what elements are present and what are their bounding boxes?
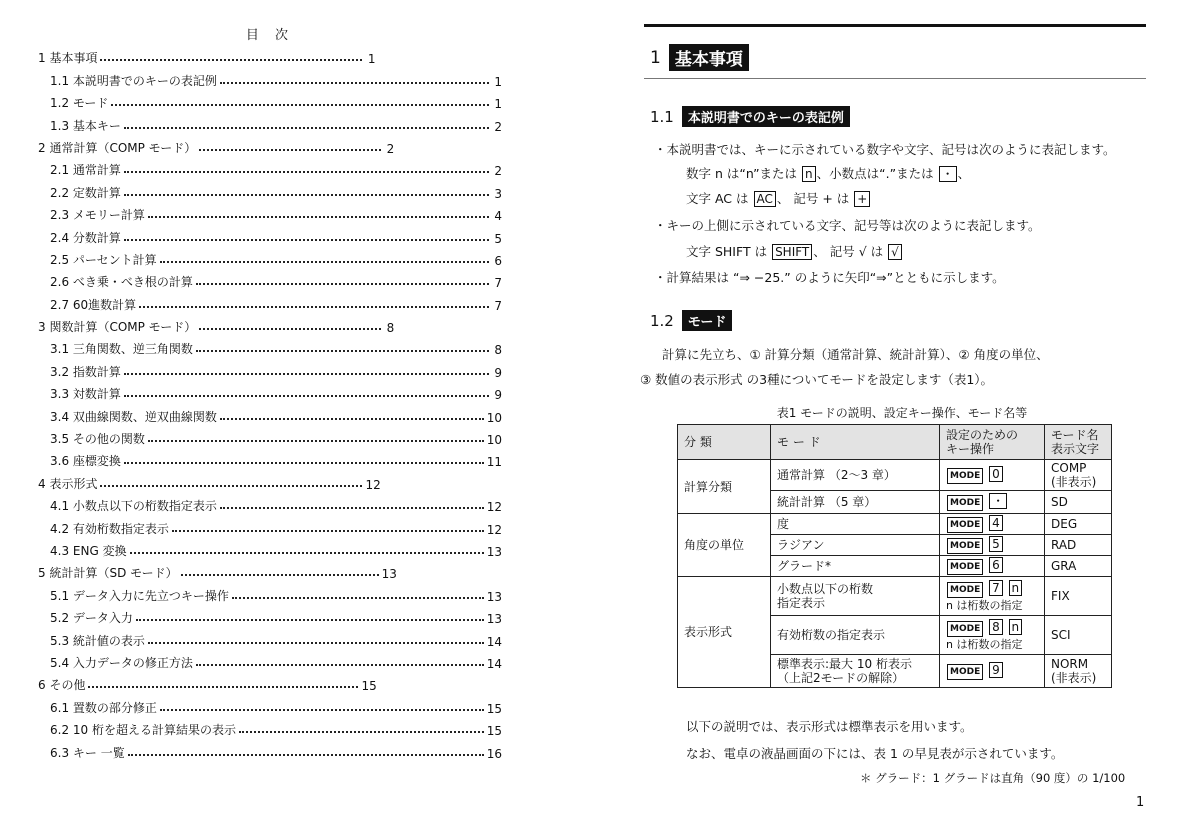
toc-leader <box>124 127 489 129</box>
toc-entry-label: 1.3 基本キー <box>50 118 121 133</box>
toc-entry <box>38 649 502 671</box>
toc-entry-page: 3 <box>494 186 502 201</box>
toc-entry-label: 6.3 キー 一覧 <box>50 745 125 760</box>
toc-entry <box>38 626 502 648</box>
toc-entry <box>38 559 502 581</box>
toc-entry-page: 10 <box>486 433 502 448</box>
toc-leader <box>199 149 381 151</box>
content-page <box>640 0 1186 829</box>
toc-leader <box>111 104 489 106</box>
toc-entry <box>38 44 502 66</box>
heading-rule <box>644 78 1146 79</box>
toc-leader <box>220 82 489 84</box>
toc-entry-page: 6 <box>494 253 502 268</box>
section-title: 本説明書でのキーの表記例 <box>682 106 850 127</box>
toc-leader <box>160 709 484 711</box>
toc-entry-page: 12 <box>486 500 502 515</box>
toc-entry <box>38 604 502 626</box>
toc-entry-page: 15 <box>486 701 502 716</box>
toc-leader <box>220 507 484 509</box>
toc-entry-page: 14 <box>486 634 502 649</box>
toc-entry <box>38 492 502 514</box>
toc-entry <box>38 693 502 715</box>
toc-leader <box>196 283 489 285</box>
toc-entry <box>38 290 502 312</box>
toc-entry-label: 6 その他 <box>38 678 86 693</box>
toc-entry-page: 8 <box>494 343 502 358</box>
toc-leader <box>124 395 489 397</box>
table-caption: 表1 モードの説明、設定キー操作、モード名等 <box>776 406 1028 420</box>
toc-entry-label: 4 表示形式 <box>38 476 98 491</box>
toc-entry <box>38 738 502 760</box>
toc-entry-page: 2 <box>494 119 502 134</box>
footnote: ＊ グラード：1 グラードは直角（90 度）の 1/100 <box>860 771 1126 785</box>
toc-leader <box>239 731 484 733</box>
toc-entry-label: 4.1 小数点以下の桁数指定表示 <box>50 499 217 514</box>
toc-entry-label: 6.1 置数の部分修正 <box>50 700 157 715</box>
notation-line-6: ・計算結果は “⇒ −25.” のように矢印“⇒”とともに示します。 <box>654 270 1005 285</box>
toc-entry <box>38 671 502 693</box>
toc-entry-page: 7 <box>494 276 502 291</box>
toc-entry-page: 12 <box>365 477 381 492</box>
toc-entry <box>38 514 502 536</box>
toc-entry-page: 13 <box>486 612 502 627</box>
toc-leader <box>128 754 484 756</box>
table-row: グラード* MODE 6 GRA <box>678 556 1112 577</box>
toc-entry-label: 2 通常計算（COMP モード） <box>38 140 197 155</box>
toc-entry <box>38 447 502 469</box>
toc-entry <box>38 402 502 424</box>
toc-leader <box>172 530 484 532</box>
toc-entry-page: 10 <box>486 410 502 425</box>
toc-entry <box>38 335 502 357</box>
toc-leader <box>196 664 484 666</box>
toc-entry <box>38 716 502 738</box>
toc-entry-label: 5 統計計算（SD モード） <box>38 566 178 581</box>
toc-entry-label: 2.1 通常計算 <box>50 163 121 178</box>
section-number: 1.2 <box>650 311 674 330</box>
toc-entry-page: 13 <box>381 567 397 582</box>
toc-entry-label: 4.3 ENG 変換 <box>50 543 127 558</box>
toc-entry-page: 9 <box>494 365 502 380</box>
toc-leader <box>139 306 489 308</box>
toc-entry-label: 5.2 データ入力 <box>50 611 133 626</box>
toc-entry-label: 4.2 有効桁数指定表示 <box>50 521 169 536</box>
toc-entry <box>38 313 502 335</box>
section-1-heading <box>650 44 749 71</box>
toc-leader <box>148 216 489 218</box>
notation-line-2: 数字 n は“n”または n 、小数点は“.”または ・ 、 <box>686 166 971 181</box>
toc-entry <box>38 357 502 379</box>
table-row: 角度の単位 度 MODE 4 DEG <box>678 514 1112 535</box>
key-decimal: ・ <box>939 166 957 182</box>
table-row: 標準表示:最大 10 桁表示 （上記2モードの解除） MODE 9 NORM (非表示) <box>678 655 1112 688</box>
toc-leader <box>100 485 362 487</box>
toc-entry-page: 7 <box>494 298 502 313</box>
toc-list <box>38 44 502 761</box>
toc-leader <box>124 171 489 173</box>
toc-entry-label: 5.1 データ入力に先立つキー操作 <box>50 588 229 603</box>
toc-page <box>0 0 520 829</box>
toc-leader <box>220 418 484 420</box>
toc-leader <box>136 619 484 621</box>
toc-entry <box>38 201 502 223</box>
toc-entry-label: 2.6 べき乗・べき根の計算 <box>50 275 193 290</box>
toc-entry-label: 2.7 60進数計算 <box>50 297 137 312</box>
toc-leader <box>181 574 379 576</box>
toc-leader <box>130 552 484 554</box>
toc-entry <box>38 111 502 133</box>
toc-leader <box>100 59 362 61</box>
notation-line-4: ・キーの上側に示されている文字、記号等は次のように表記します。 <box>654 218 1041 233</box>
toc-leader <box>124 194 489 196</box>
mode-paragraph-2: ③ 数値の表示形式 の3種についてモードを設定します（表1）。 <box>640 372 994 387</box>
table-row: 有効桁数の指定表示 MODE 8 n n は桁数の指定 SCI <box>678 616 1112 655</box>
toc-title: 目 次 <box>245 28 295 43</box>
toc-entry-page: 5 <box>494 231 502 246</box>
toc-entry <box>38 380 502 402</box>
toc-leader <box>124 462 484 464</box>
notation-line-3: 文字 AC は AC 、 記号 + は + <box>686 189 871 207</box>
toc-entry <box>38 537 502 559</box>
mode-table <box>677 424 1112 688</box>
table-row: 計算分類 通常計算 （2～3 章） MODE 0 COMP (非表示) <box>678 460 1112 491</box>
toc-entry-page: 4 <box>494 209 502 224</box>
toc-leader <box>199 328 381 330</box>
toc-entry <box>38 178 502 200</box>
toc-entry-page: 11 <box>486 455 502 470</box>
toc-entry-label: 3.2 指数計算 <box>50 364 121 379</box>
toc-entry-label: 5.4 入力データの修正方法 <box>50 655 193 670</box>
toc-leader <box>88 686 358 688</box>
toc-entry-label: 2.4 分数計算 <box>50 230 121 245</box>
after-table-line-2: なお、電卓の液晶画面の下には、表 1 の早見表が示されています。 <box>686 746 1064 761</box>
toc-entry-label: 1.1 本説明書でのキーの表記例 <box>50 73 217 88</box>
table-row: 表示形式 小数点以下の桁数 指定表示 MODE 7 n n は桁数の指定 FIX <box>678 577 1112 616</box>
toc-entry-page: 1 <box>367 52 376 67</box>
toc-entry <box>38 581 502 603</box>
toc-leader <box>232 597 484 599</box>
toc-leader <box>124 373 489 375</box>
toc-entry <box>38 268 502 290</box>
toc-entry <box>38 469 502 491</box>
toc-leader <box>196 350 489 352</box>
toc-entry-label: 6.2 10 桁を超える計算結果の表示 <box>50 723 236 738</box>
header-mode: モ ー ド <box>771 425 940 460</box>
header-mode-name: モード名 表示文字 <box>1045 425 1112 460</box>
toc-entry-label: 1.2 モード <box>50 96 109 111</box>
toc-entry-page: 1 <box>494 97 502 112</box>
toc-entry-label: 3 関数計算（COMP モード） <box>38 320 197 335</box>
toc-entry <box>38 134 502 156</box>
toc-entry <box>38 425 502 447</box>
page-number: 1 <box>1136 795 1145 810</box>
toc-entry <box>38 246 502 268</box>
header-category: 分 類 <box>678 425 771 460</box>
toc-entry-page: 8 <box>386 321 395 336</box>
toc-entry-page: 15 <box>486 724 502 739</box>
notation-line-5: 文字 SHIFT は SHIFT 、 記号 √ は √ <box>686 242 903 260</box>
header-key-operation: 設定のための キー操作 <box>940 425 1045 460</box>
toc-entry-page: 9 <box>494 388 502 403</box>
table-row: ラジアン MODE 5 RAD <box>678 535 1112 556</box>
toc-entry <box>38 223 502 245</box>
toc-entry-label: 3.6 座標変換 <box>50 454 121 469</box>
section-title: モード <box>682 310 732 331</box>
toc-entry-page: 13 <box>486 544 502 559</box>
toc-entry-page: 1 <box>494 74 502 89</box>
key-ac: AC <box>754 191 776 207</box>
category-cell: 計算分類 <box>678 460 771 514</box>
toc-leader <box>124 239 489 241</box>
toc-leader <box>148 440 484 442</box>
section-number: 1 <box>650 47 661 68</box>
table-row: 統計計算 （5 章） MODE ・ SD <box>678 491 1112 514</box>
section-number: 1.1 <box>650 107 674 126</box>
key-shift: SHIFT <box>772 244 812 260</box>
toc-entry-label: 3.1 三角関数、逆三角関数 <box>50 342 193 357</box>
toc-entry-label: 3.4 双曲線関数、逆双曲線関数 <box>50 409 217 424</box>
notation-line-1: ・本説明書では、キーに示されている数字や文字、記号は次のように表記します。 <box>654 142 1116 157</box>
toc-entry-page: 13 <box>486 589 502 604</box>
toc-entry-page: 2 <box>386 141 395 156</box>
section-1-1-heading <box>650 106 850 127</box>
toc-entry-label: 2.2 定数計算 <box>50 185 121 200</box>
key-sqrt: √ <box>888 244 902 260</box>
category-cell: 表示形式 <box>678 577 771 688</box>
section-1-2-heading <box>650 310 732 331</box>
key-n: n <box>802 166 816 182</box>
toc-leader <box>148 642 484 644</box>
toc-entry-page: 14 <box>486 656 502 671</box>
top-rule <box>644 24 1146 27</box>
table-header-row <box>678 425 1112 460</box>
after-table-line-1: 以下の説明では、表示形式は標準表示を用います。 <box>686 719 973 734</box>
toc-entry <box>38 66 502 88</box>
toc-entry-page: 12 <box>486 522 502 537</box>
toc-entry-label: 2.5 パーセント計算 <box>50 252 157 267</box>
toc-entry-page: 16 <box>486 746 502 761</box>
toc-entry-label: 3.5 その他の関数 <box>50 432 145 447</box>
toc-entry-label: 1 基本事項 <box>38 51 98 66</box>
toc-entry-label: 2.3 メモリー計算 <box>50 208 145 223</box>
toc-entry-page: 2 <box>494 164 502 179</box>
section-title: 基本事項 <box>669 44 749 71</box>
toc-entry-label: 5.3 統計値の表示 <box>50 633 145 648</box>
category-cell: 角度の単位 <box>678 514 771 577</box>
toc-entry-label: 3.3 対数計算 <box>50 387 121 402</box>
key-plus: + <box>854 191 870 207</box>
toc-leader <box>160 261 489 263</box>
toc-entry <box>38 89 502 111</box>
toc-entry-page: 15 <box>361 679 377 694</box>
toc-entry <box>38 156 502 178</box>
mode-paragraph-1: 計算に先立ち、① 計算分類（通常計算、統計計算）、② 角度の単位、 <box>662 347 1049 362</box>
